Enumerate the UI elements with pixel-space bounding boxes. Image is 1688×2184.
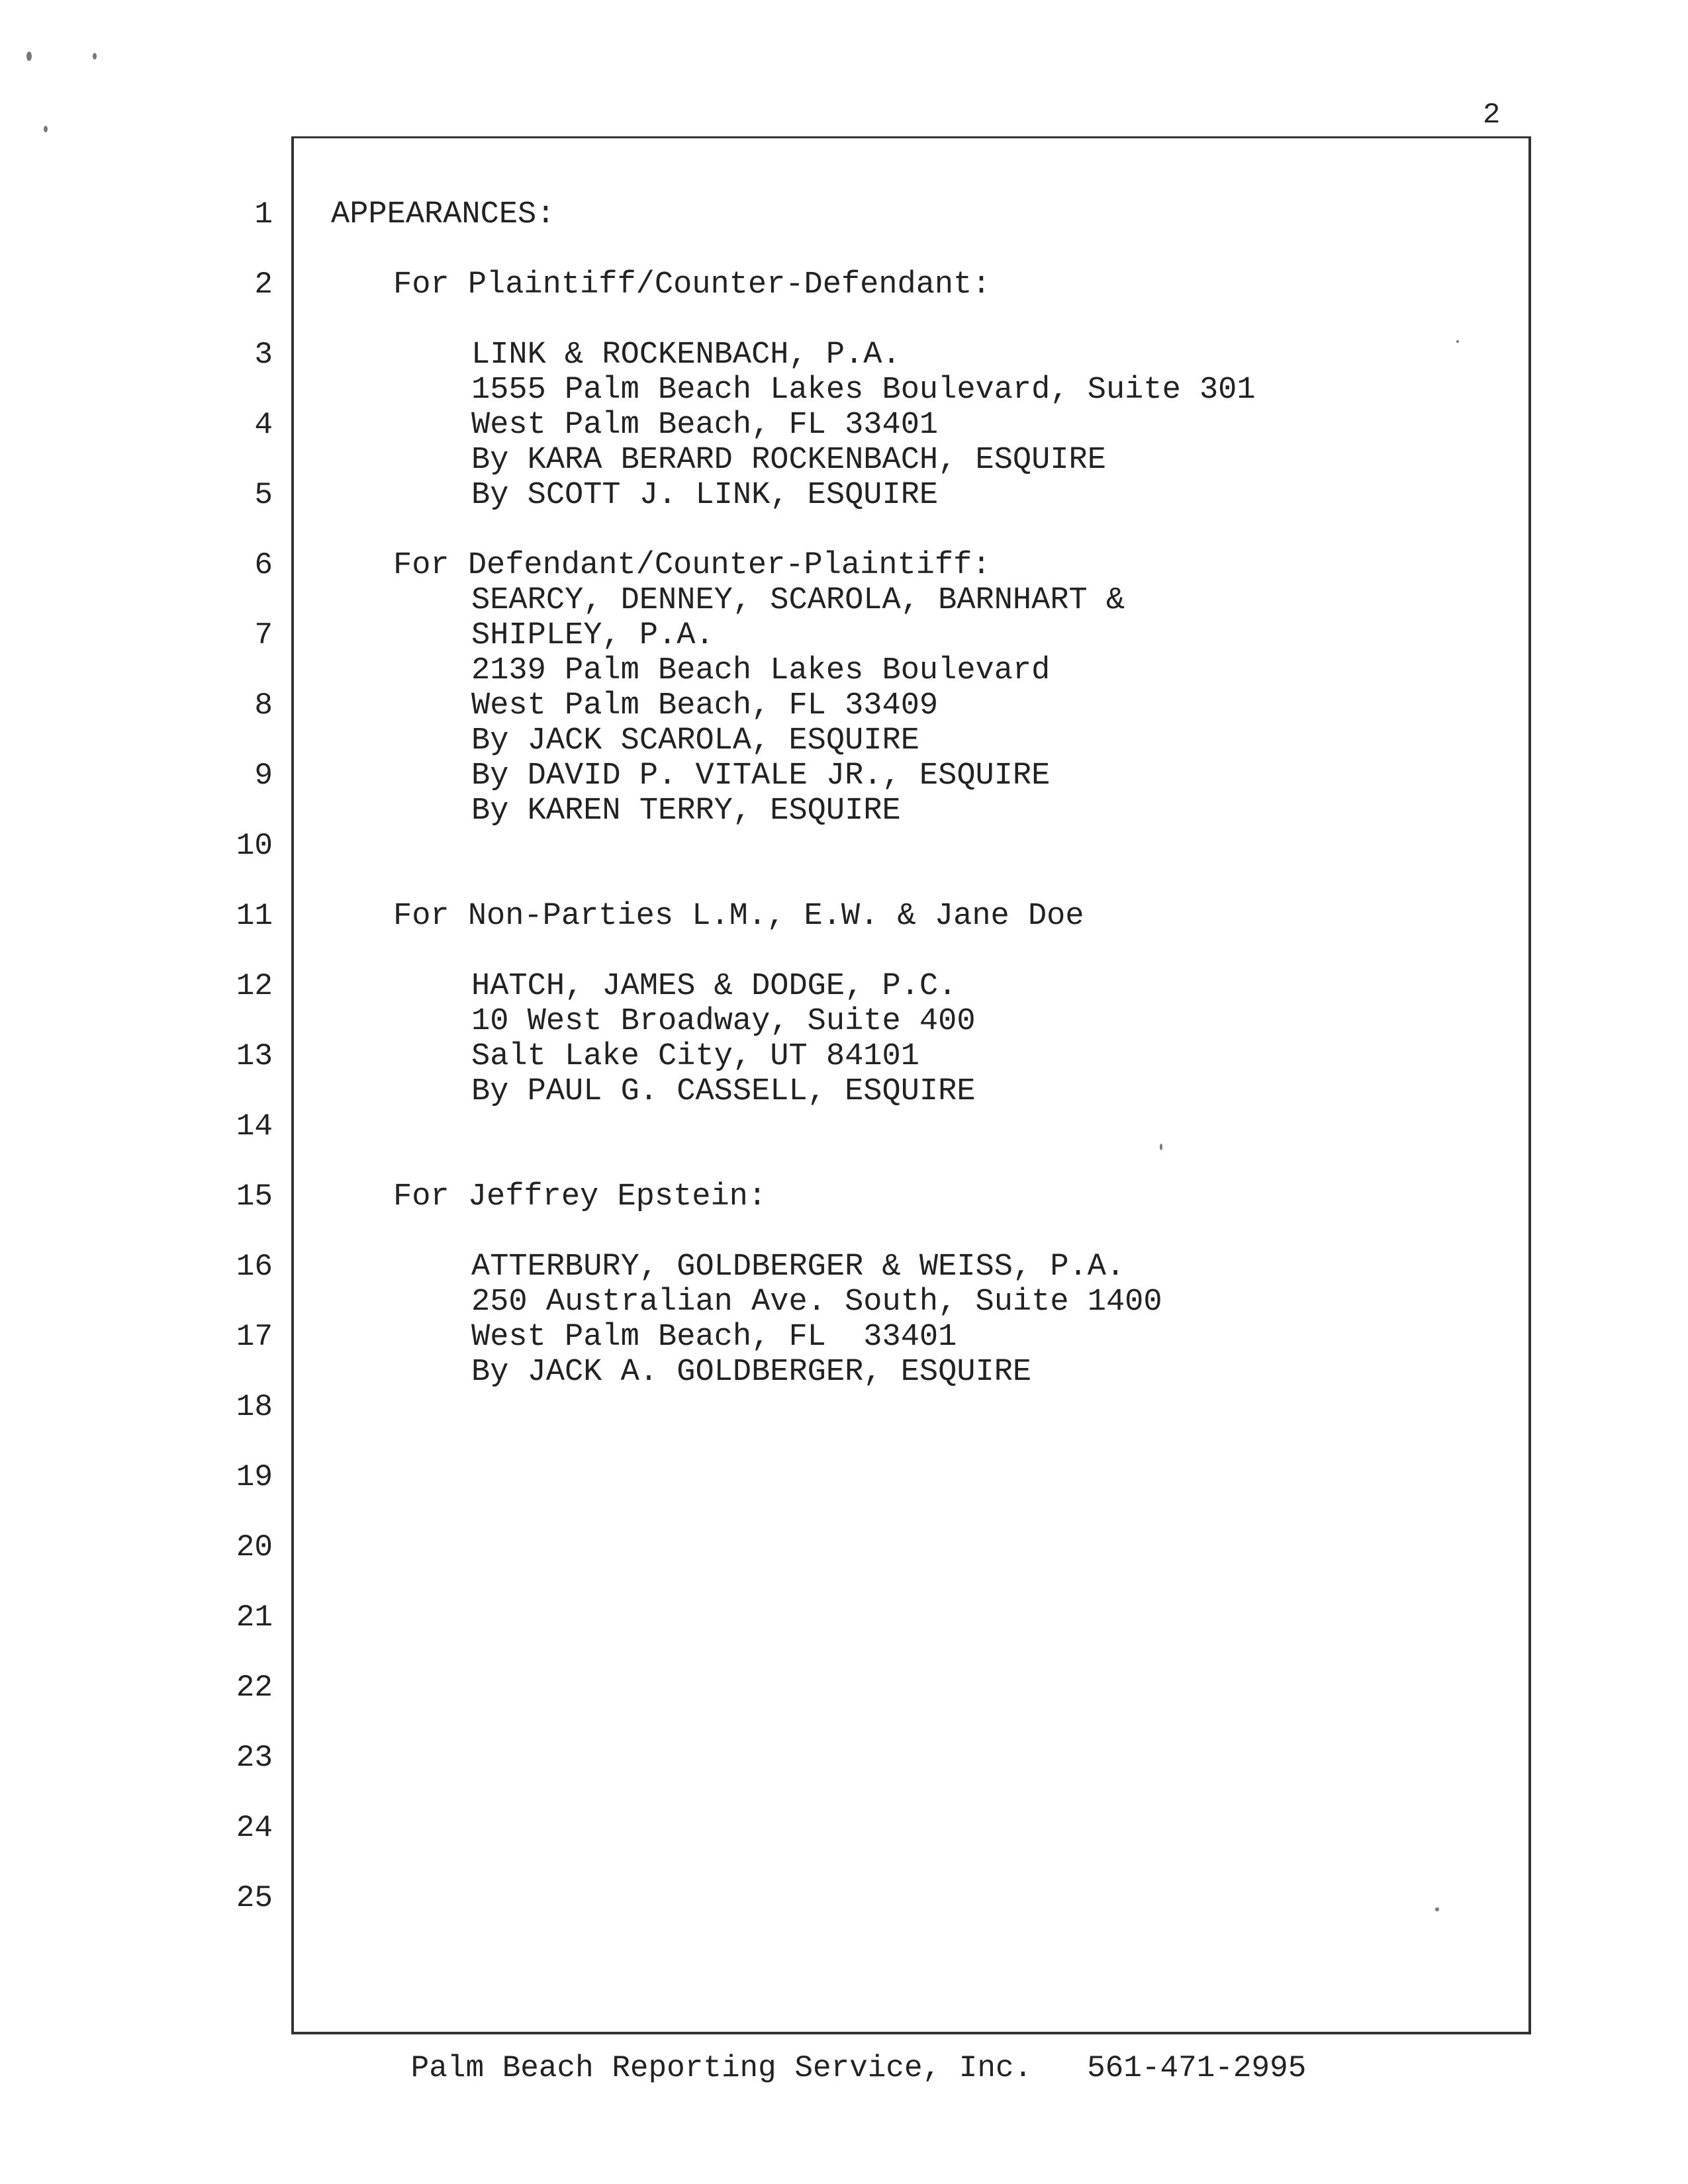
epstein-line: By JACK A. GOLDBERGER, ESQUIRE	[471, 1355, 1032, 1390]
plaintiff-line: By SCOTT J. LINK, ESQUIRE	[471, 478, 939, 513]
defendant-line: By KAREN TERRY, ESQUIRE	[471, 794, 901, 829]
line-number: 25	[236, 1881, 273, 1915]
non-parties-line: By PAUL G. CASSELL, ESQUIRE	[471, 1074, 976, 1109]
footer	[0, 2050, 1688, 2086]
epstein-line: 250 Australian Ave. South, Suite 1400	[471, 1285, 1162, 1320]
line-number: 17	[236, 1320, 273, 1354]
epstein-line: ATTERBURY, GOLDBERGER & WEISS, P.A.	[471, 1250, 1125, 1285]
defendant-line: SHIPLEY, P.A.	[471, 618, 714, 653]
line-number: 24	[236, 1811, 273, 1845]
line-number: 4	[254, 408, 273, 442]
line-number: 7	[254, 618, 273, 653]
defendant-label: For Defendant/Counter-Plaintiff:	[393, 548, 991, 583]
page-number: 2	[1483, 99, 1501, 132]
non-parties-label: For Non-Parties L.M., E.W. & Jane Doe	[393, 899, 1084, 934]
reporting-phone: 561-471-2995	[1087, 2051, 1307, 2085]
line-number: 3	[254, 338, 273, 372]
non-parties-line: Salt Lake City, UT 84101	[471, 1039, 919, 1074]
defendant-line: 2139 Palm Beach Lakes Boulevard	[471, 653, 1051, 688]
line-number: 18	[236, 1390, 273, 1424]
line-number: 22	[236, 1670, 273, 1705]
scan-speck	[1160, 1144, 1162, 1150]
non-parties-line: 10 West Broadway, Suite 400	[471, 1004, 976, 1039]
line-number: 15	[236, 1179, 273, 1214]
scan-speck	[1435, 1907, 1439, 1911]
plaintiff-line: 1555 Palm Beach Lakes Boulevard, Suite 301	[471, 373, 1256, 408]
defendant-line: West Palm Beach, FL 33409	[471, 688, 939, 723]
line-number: 14	[236, 1109, 273, 1144]
line-number: 20	[236, 1530, 273, 1565]
line-number: 12	[236, 969, 273, 1003]
line-number: 11	[236, 899, 273, 933]
epstein-line: West Palm Beach, FL 33401	[471, 1320, 957, 1355]
line-number: 2	[254, 267, 273, 302]
defendant-line: By JACK SCAROLA, ESQUIRE	[471, 723, 919, 758]
line-number: 8	[254, 688, 273, 723]
line-number: 23	[236, 1741, 273, 1775]
line-number: 1	[254, 197, 273, 232]
line-number: 21	[236, 1600, 273, 1635]
scan-speck	[26, 52, 32, 61]
scan-speck	[93, 53, 97, 60]
non-parties-line: HATCH, JAMES & DODGE, P.C.	[471, 969, 957, 1004]
line-number: 10	[236, 829, 273, 863]
scan-speck	[44, 126, 48, 132]
line-number: 9	[254, 758, 273, 793]
reporting-company: Palm Beach Reporting Service, Inc.	[410, 2051, 1033, 2085]
line-number: 13	[236, 1039, 273, 1073]
defendant-line: By DAVID P. VITALE JR., ESQUIRE	[471, 758, 1051, 794]
line-number: 19	[236, 1460, 273, 1494]
plaintiff-label: For Plaintiff/Counter-Defendant:	[393, 267, 991, 302]
scan-speck	[1456, 340, 1459, 343]
plaintiff-line: West Palm Beach, FL 33401	[471, 408, 939, 443]
epstein-label: For Jeffrey Epstein:	[393, 1179, 767, 1214]
line-number: 16	[236, 1250, 273, 1284]
plaintiff-line: LINK & ROCKENBACH, P.A.	[471, 338, 901, 373]
plaintiff-line: By KARA BERARD ROCKENBACH, ESQUIRE	[471, 443, 1106, 478]
line-number: 6	[254, 548, 273, 582]
appearances-heading: APPEARANCES:	[331, 197, 555, 232]
line-number: 5	[254, 478, 273, 512]
defendant-line: SEARCY, DENNEY, SCAROLA, BARNHART &	[471, 583, 1125, 618]
